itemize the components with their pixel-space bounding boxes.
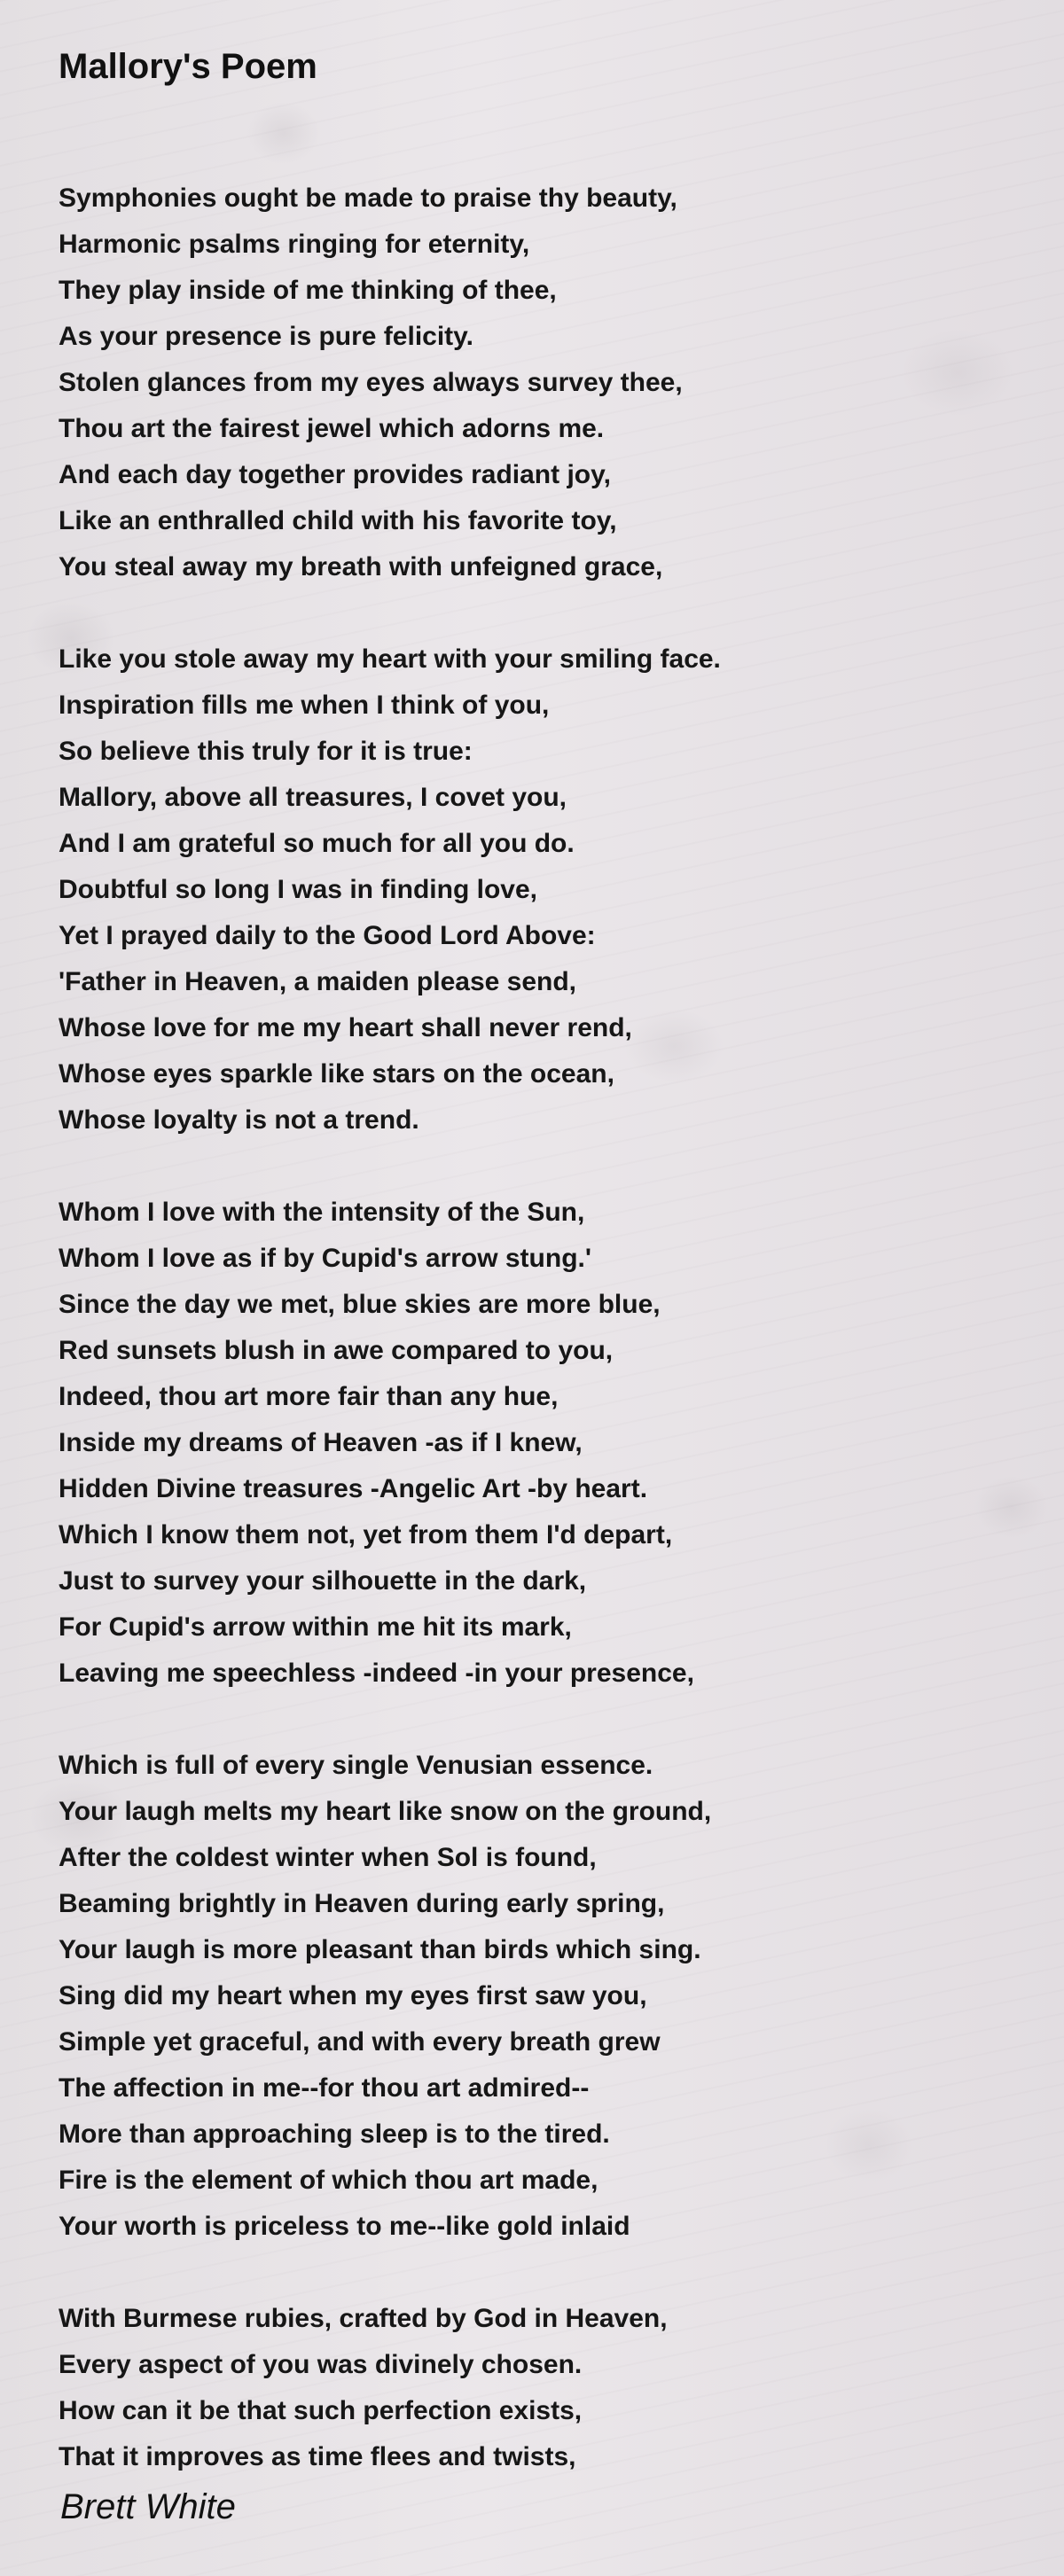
poem-line: Doubtful so long I was in finding love,: [59, 875, 537, 904]
poem-line: Thou art the fairest jewel which adorns me.: [59, 414, 605, 443]
poem-line: Just to survey your silhouette in the dark,: [59, 1566, 587, 1596]
poem-title: Mallory's Poem: [59, 47, 317, 86]
poem-stanza: [59, 636, 1016, 1144]
poem-line: Indeed, thou art more fair than any hue,: [59, 1382, 559, 1411]
poem-stanza: [59, 2296, 1016, 2480]
poem-line: Simple yet graceful, and with every breath grew: [59, 2027, 661, 2057]
poem-line: Red sunsets blush in awe compared to you,: [59, 1336, 614, 1365]
poem-line: Inspiration fills me when I think of you,: [59, 691, 550, 720]
poem-line: Your laugh melts my heart like snow on the ground,: [59, 1797, 712, 1826]
poem-stanza: [59, 1743, 1016, 2250]
poem-line: Sing did my heart when my eyes first saw you,: [59, 1981, 647, 2010]
poem-line: The affection in me--for thou art admired--: [59, 2073, 590, 2103]
poem-line: More than approaching sleep is to the tired.: [59, 2119, 610, 2149]
poem-line: With Burmese rubies, crafted by God in Heaven,: [59, 2304, 668, 2333]
poem-body: [59, 176, 1016, 2480]
poem-line: Yet I prayed daily to the Good Lord Above:: [59, 921, 596, 950]
poem-line: Since the day we met, blue skies are more blue,: [59, 1290, 661, 1319]
poem-line: Harmonic psalms ringing for eternity,: [59, 230, 530, 259]
poem-stanza: [59, 1190, 1016, 1697]
poem-line: Whom I love with the intensity of the Sun,: [59, 1198, 585, 1227]
poem-line: Every aspect of you was divinely chosen.: [59, 2350, 583, 2379]
poem-page: [59, 43, 1016, 2526]
poem-line: Whose eyes sparkle like stars on the ocean,: [59, 1059, 614, 1089]
poem-line: Stolen glances from my eyes always survey thee,: [59, 368, 683, 397]
poem-line: And I am grateful so much for all you do.: [59, 829, 575, 858]
poem-line: Your worth is priceless to me--like gold inlaid: [59, 2212, 630, 2241]
poem-line: Whose love for me my heart shall never rend,: [59, 1013, 632, 1042]
poem-line: Which I know them not, yet from them I'd depart,: [59, 1520, 673, 1550]
poem-line: Like an enthralled child with his favorite toy,: [59, 506, 617, 535]
poem-line: They play inside of me thinking of thee,: [59, 276, 557, 305]
poem-line: Which is full of every single Venusian essence.: [59, 1751, 653, 1780]
poem-author: Brett White: [60, 2487, 236, 2526]
poem-line: Leaving me speechless -indeed -in your presence,: [59, 1659, 694, 1688]
poem-line: For Cupid's arrow within me hit its mark,: [59, 1612, 572, 1642]
poem-line: Hidden Divine treasures -Angelic Art -by heart.: [59, 1474, 648, 1503]
poem-line: That it improves as time flees and twists,: [59, 2442, 576, 2471]
poem-line: Fire is the element of which thou art made,: [59, 2166, 598, 2195]
poem-line: Symphonies ought be made to praise thy beauty,: [59, 183, 677, 213]
poem-line: Whose loyalty is not a trend.: [59, 1105, 419, 1135]
poem-stanza: [59, 176, 1016, 590]
poem-line: And each day together provides radiant joy,: [59, 460, 611, 489]
poem-line: Mallory, above all treasures, I covet you,: [59, 783, 567, 812]
poem-line: You steal away my breath with unfeigned grace,: [59, 552, 663, 582]
poem-line: After the coldest winter when Sol is found,: [59, 1843, 597, 1872]
poem-line: Inside my dreams of Heaven -as if I knew,: [59, 1428, 583, 1457]
poem-line: Beaming brightly in Heaven during early spring,: [59, 1889, 665, 1918]
poem-line: Like you stole away my heart with your smiling face.: [59, 644, 721, 674]
poem-line: So believe this truly for it is true:: [59, 737, 473, 766]
poem-line: Your laugh is more pleasant than birds which sing.: [59, 1935, 701, 1964]
poem-line: As your presence is pure felicity.: [59, 322, 473, 351]
poem-line: How can it be that such perfection exists,: [59, 2396, 583, 2425]
poem-line: 'Father in Heaven, a maiden please send,: [59, 967, 577, 996]
poem-line: Whom I love as if by Cupid's arrow stung.': [59, 1244, 591, 1273]
